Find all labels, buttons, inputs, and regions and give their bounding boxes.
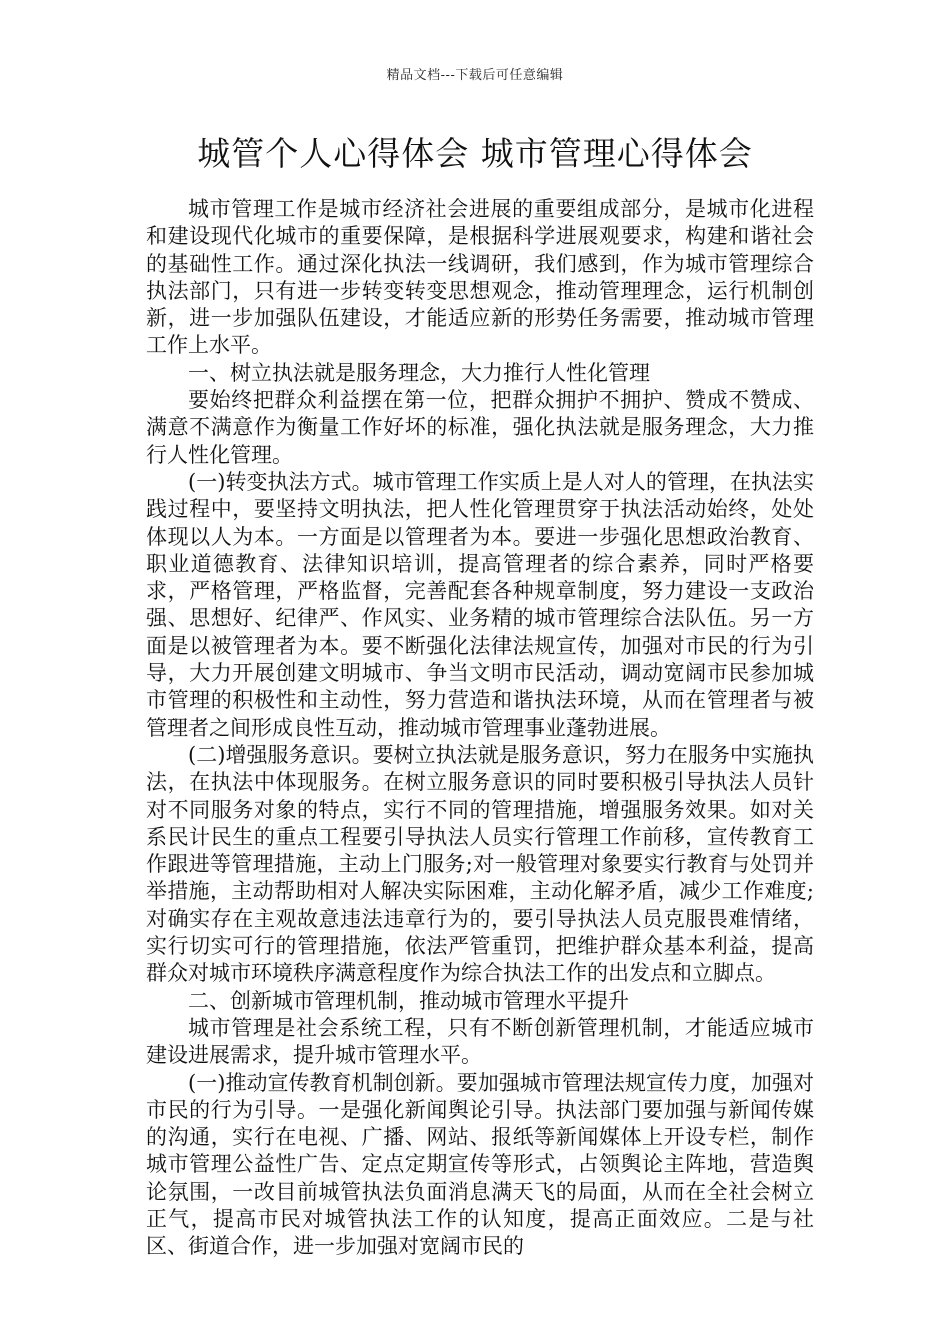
page-header: 精品文档---下载后可任意编辑 xyxy=(386,68,564,83)
paragraph: 城市管理工作是城市经济社会进展的重要组成部分，是城市化进程和建设现代化城市的重要保障，是根据科学进展观要求，构建和谐社会的基础性工作。通过深化执法一线调研，我们感到，作为城市管理综合执法部门，只有进一步转变转变思想观念，推动管理理念，运行机制创新，进一步加强队伍建设，才能适应新的形势任务需要，推动城市管理工作上水平。 xyxy=(146,197,814,358)
document-body xyxy=(146,196,814,1261)
paragraph: (二)增强服务意识。要树立执法就是服务意识，努力在服务中实施执法，在执法中体现服务。在树立服务意识的同时要积极引导执法人员针对不同服务对象的特点，实行不同的管理措施，增强服务效果。如对关系民计民生的重点工程要引导执法人员实行管理工作前移，宣传教育工作跟进等管理措施，主动上门服务;对一般管理对象要实行教育与处罚并举措施，主动帮助相对人解决实际困难，主动化解矛盾，减少工作难度;对确实存在主观故意违法违章行为的，要引导执法人员克服畏难情绪，实行切实可行的管理措施，依法严管重罚，把维护群众基本利益，提高群众对城市环境秩序满意程度作为综合执法工作的出发点和立脚点。 xyxy=(146,742,814,986)
document-title: 城管个人心得体会 城市管理心得体会 xyxy=(197,134,753,173)
section-heading: 二、创新城市管理机制，推动城市管理水平提升 xyxy=(188,988,629,1013)
paragraph: 城市管理是社会系统工程，只有不断创新管理机制，才能适应城市建设进展需求，提升城市管理水平。 xyxy=(146,1015,814,1068)
section-heading: 一、树立执法就是服务理念，大力推行人性化管理 xyxy=(188,360,650,385)
paragraph: (一)转变执法方式。城市管理工作实质上是人对人的管理，在执法实践过程中，要坚持文明执法，把人性化管理贯穿于执法活动始终，处处体现以人为本。一方面是以管理者为本。要进一步强化思想政治教育、职业道德教育、法律知识培训，提高管理者的综合素养，同时严格要求，严格管理，严格监督，完善配套各种规章制度，努力建设一支政治强、思想好、纪律严、作风实、业务精的城市管理综合法队伍。另一方面是以被管理者为本。要不断强化法律法规宣传，加强对市民的行为引导，大力开展创建文明城市、争当文明市民活动，调动宽阔市民参加城市管理的积极性和主动性，努力营造和谐执法环境，从而在管理者与被管理者之间形成良性互动，推动城市管理事业蓬勃进展。 xyxy=(146,469,814,740)
paragraph: (一)推动宣传教育机制创新。要加强城市管理法规宣传力度，加强对市民的行为引导。一是强化新闻舆论引导。执法部门要加强与新闻传媒的沟通，实行在电视、广播、网站、报纸等新闻媒体上开设专栏，制作城市管理公益性广告、定点定期宣传等形式，占领舆论主阵地，营造舆论氛围，一改目前城管执法负面消息满天飞的局面，从而在全社会树立正气，提高市民对城管执法工作的认知度，提高正面效应。二是与社区、街道合作，进一步加强对宽阔市民的 xyxy=(146,1070,814,1259)
paragraph: 要始终把群众利益摆在第一位，把群众拥护不拥护、赞成不赞成、满意不满意作为衡量工作好坏的标准，强化执法就是服务理念，大力推行人性化管理。 xyxy=(146,388,814,467)
